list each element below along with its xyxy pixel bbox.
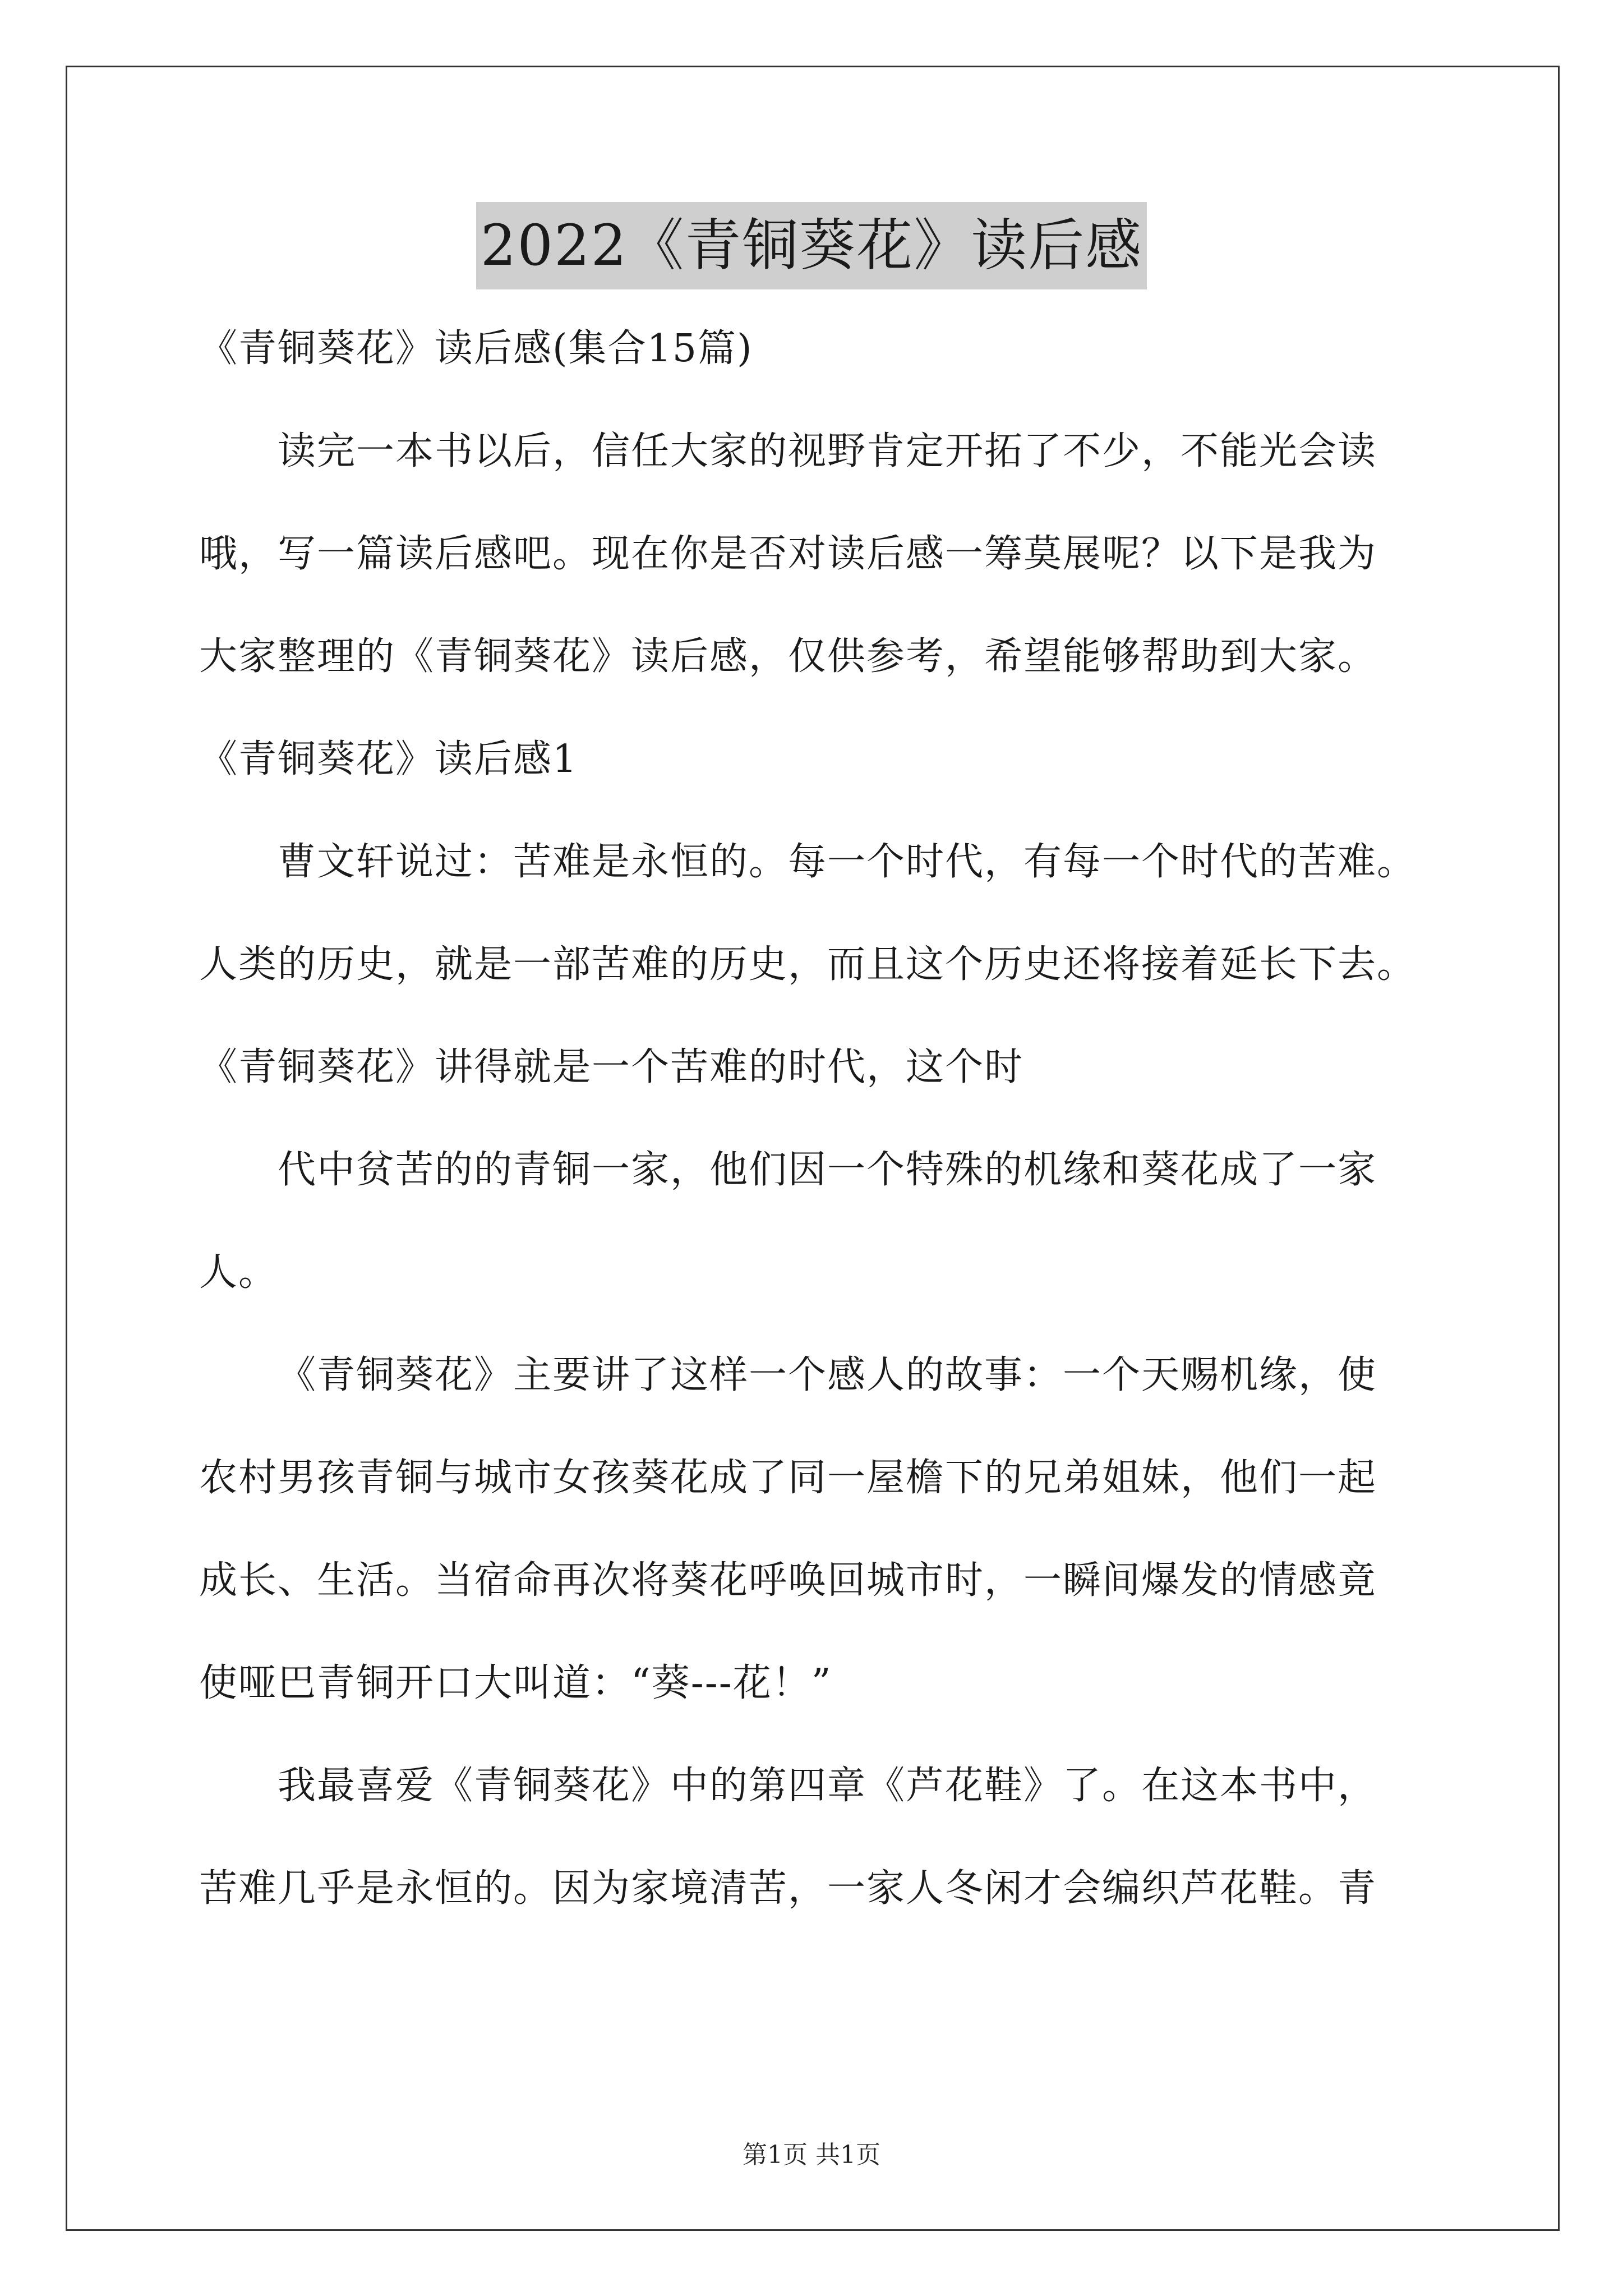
document-body [199, 297, 1506, 1940]
section-heading: 《青铜葵花》读后感1 [199, 737, 578, 781]
paragraph-line: 农村男孩青铜与城市女孩葵花成了同一屋檐下的兄弟姐妹，他们一起 [199, 1456, 1377, 1500]
document-title: 2022《青铜葵花》读后感 [476, 202, 1147, 289]
paragraph-line: 我最喜爱《青铜葵花》中的第四章《芦花鞋》了。在这本书中， [278, 1764, 1377, 1808]
paragraph-line: 读完一本书以后，信任大家的视野肯定开拓了不少，不能光会读 [278, 429, 1377, 473]
paragraph-line: 苦难几乎是永恒的。因为家境清苦，一家人冬闲才会编织芦花鞋。青 [199, 1866, 1377, 1911]
paragraph-line: 大家整理的《青铜葵花》读后感，仅供参考，希望能够帮助到大家。 [199, 634, 1377, 679]
paragraph-line: 成长、生活。当宿命再次将葵花呼唤回城市时，一瞬间爆发的情感竟 [199, 1558, 1377, 1603]
paragraph-line: 使哑巴青铜开口大叫道：“葵---花！” [199, 1661, 832, 1705]
paragraph-line: 《青铜葵花》主要讲了这样一个感人的故事：一个天赐机缘，使 [278, 1353, 1377, 1397]
paragraph-line: 代中贫苦的的青铜一家，他们因一个特殊的机缘和葵花成了一家 [278, 1148, 1377, 1192]
paragraph-line: 哦，写一篇读后感吧。现在你是否对读后感一筹莫展呢？以下是我为 [199, 532, 1377, 576]
paragraph-line: 曹文轩说过：苦难是永恒的。每一个时代，有每一个时代的苦难。 [278, 840, 1417, 884]
paragraph-line: 人类的历史，就是一部苦难的历史，而且这个历史还将接着延长下去。 [199, 942, 1417, 987]
page-footer: 第1页 共1页 [743, 2141, 880, 2169]
paragraph-line: 人。 [199, 1250, 278, 1295]
subtitle-line: 《青铜葵花》读后感(集合15篇) [199, 326, 753, 371]
paragraph-line: 《青铜葵花》讲得就是一个苦难的时代，这个时 [199, 1045, 1024, 1089]
title-container [0, 202, 1623, 289]
